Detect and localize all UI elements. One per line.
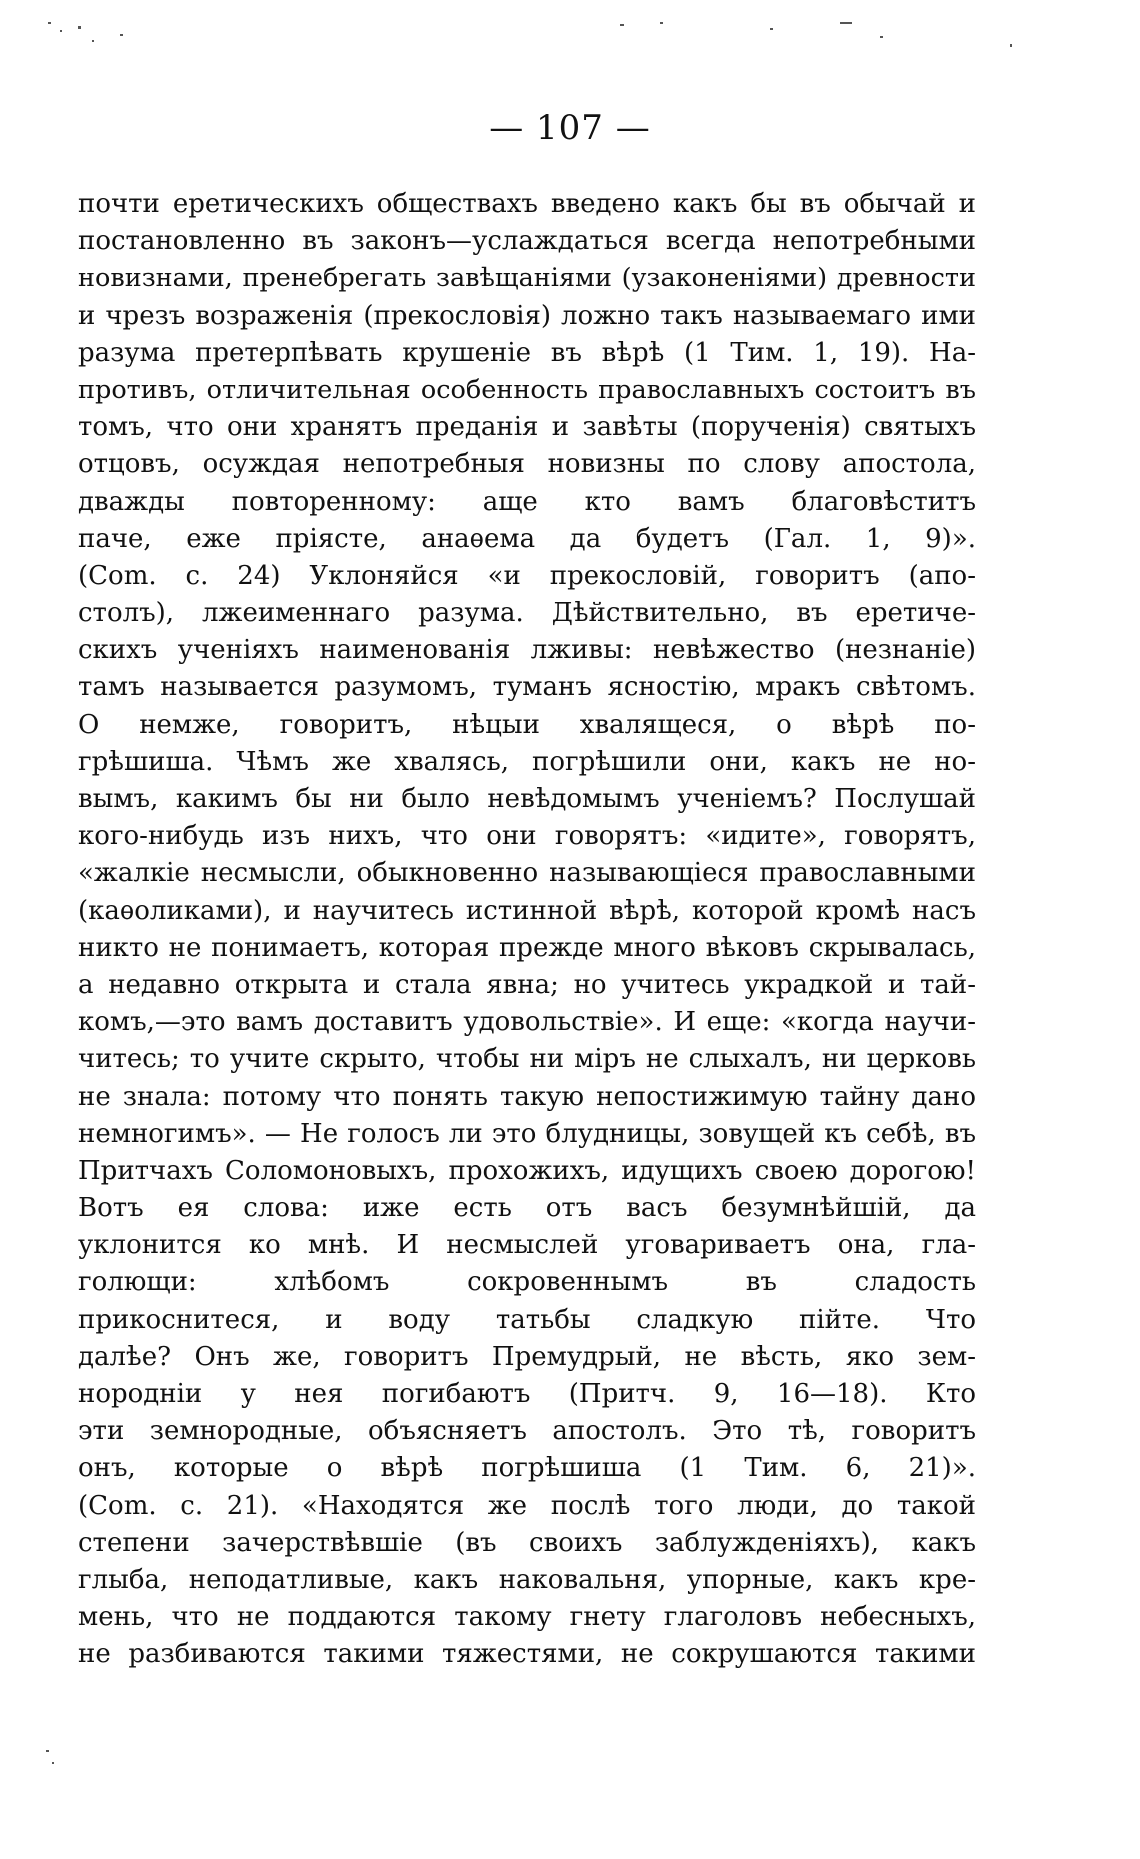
text-line: дважды повторенному: аще кто вамъ благовѣститъ (78, 486, 976, 517)
text-line: (Com. с. 21). «Находятся же послѣ того люди, до такой (78, 1490, 976, 1521)
text-line: никто не понимаетъ, которая прежде много вѣковъ скрывалась, (78, 932, 976, 963)
text-line: грѣшиша. Чѣмъ же хвалясь, погрѣшили они, какъ не но- (78, 746, 976, 777)
text-line: вымъ, какимъ бы ни было невѣдомымъ ученіемъ? Послушай (78, 784, 976, 814)
text-line: уклонится ко мнѣ. И несмыслей уговариваетъ она, гла- (78, 1230, 976, 1261)
text-line: глыба, неподатливые, какъ наковальня, упорные, какъ кре- (78, 1564, 976, 1595)
text-line: отцовъ, осуждая непотребныя новизны по слову апостола, (78, 449, 976, 480)
text-line: (каѳоликами), и научитесь истинной вѣрѣ, которой кромѣ насъ (78, 895, 976, 926)
text-line: новизнами, пренебрегать завѣщаніями (узаконеніями) древности (78, 263, 976, 294)
text-line: тамъ называется разумомъ, туманъ ясностію, мракъ свѣтомъ. (78, 672, 976, 703)
text-line: нородніи у нея погибаютъ (Притч. 9, 16—18). Кто (78, 1379, 976, 1409)
text-line: Вотъ ея слова: иже есть отъ васъ безумнѣйшій, да (78, 1193, 976, 1224)
text-line: читесь; то учите скрыто, чтобы ни міръ не слыхалъ, ни церковь (78, 1044, 976, 1075)
text-line: прикоснитеся, и воду татьбы сладкую пійте. Что (78, 1304, 976, 1335)
text-line: «жалкіе несмысли, обыкновенно называющіеся православными (78, 858, 976, 889)
text-line: постановленно въ законъ—услаждаться всегда непотребными (78, 226, 976, 257)
text-line: противъ, отличительная особенность православныхъ состоитъ въ (78, 374, 976, 405)
text-line: онъ, которые о вѣрѣ погрѣшиша (1 Тим. 6, 21)». (78, 1453, 976, 1484)
text-line: не знала: потому что понять такую непостижимую тайну дано (78, 1081, 976, 1112)
text-line: почти еретическихъ обществахъ введено какъ бы въ обычай и (78, 189, 976, 219)
text-line: разума претерпѣвать крушеніе въ вѣрѣ (1 Тим. 1, 19). На- (78, 337, 976, 368)
text-line: а недавно открыта и стала явна; но учитесь украдкой и тай- (78, 969, 976, 1000)
text-line: не разбиваются такими тяжестями, не сокрушаются такими (78, 1639, 976, 1670)
text-line: скихъ ученіяхъ наименованія лживы: невѣжество (незнаніе) (78, 635, 976, 666)
text-line: и чрезъ возраженія (прекословія) ложно такъ называемаго ими (78, 300, 976, 331)
text-line: немногимъ». — Не голосъ ли это блудницы, зовущей къ себѣ, въ (78, 1118, 976, 1149)
text-line: О немже, говоритъ, нѣцыи хвалящеся, о вѣрѣ по- (78, 709, 976, 740)
text-line: томъ, что они хранятъ преданія и завѣты (порученія) святыхъ (78, 412, 976, 443)
text-line: мень, что не поддаются такому гнету глаголовъ небесныхъ, (78, 1602, 976, 1633)
body-text (78, 186, 976, 1674)
text-line: эти земнородные, объясняетъ апостолъ. Это тѣ, говоритъ (78, 1416, 976, 1447)
text-line: столъ), лжеименнаго разума. Дѣйствительно, въ еретиче- (78, 598, 976, 629)
text-line: далѣе? Онъ же, говоритъ Премудрый, не вѣсть, яко зем- (78, 1341, 976, 1372)
text-line: (Com. с. 24) Уклоняйся «и прекословій, говоритъ (апо- (78, 560, 976, 591)
text-line: комъ,—это вамъ доставитъ удовольствіе». И еще: «когда научи- (78, 1007, 976, 1038)
text-line: Притчахъ Соломоновыхъ, прохожихъ, идущихъ своею дорогою! (78, 1155, 976, 1186)
text-line: кого-нибудь изъ нихъ, что они говорятъ: «идите», говорятъ, (78, 821, 976, 852)
text-line: голющи: хлѣбомъ сокровеннымъ въ сладость (78, 1267, 976, 1298)
page-number: — 107 — (489, 108, 651, 148)
text-line: степени зачерствѣвшіе (въ своихъ заблужденіяхъ), какъ (78, 1527, 976, 1558)
text-line: паче, еже пріясте, анаѳема да будетъ (Гал. 1, 9)». (78, 523, 976, 554)
